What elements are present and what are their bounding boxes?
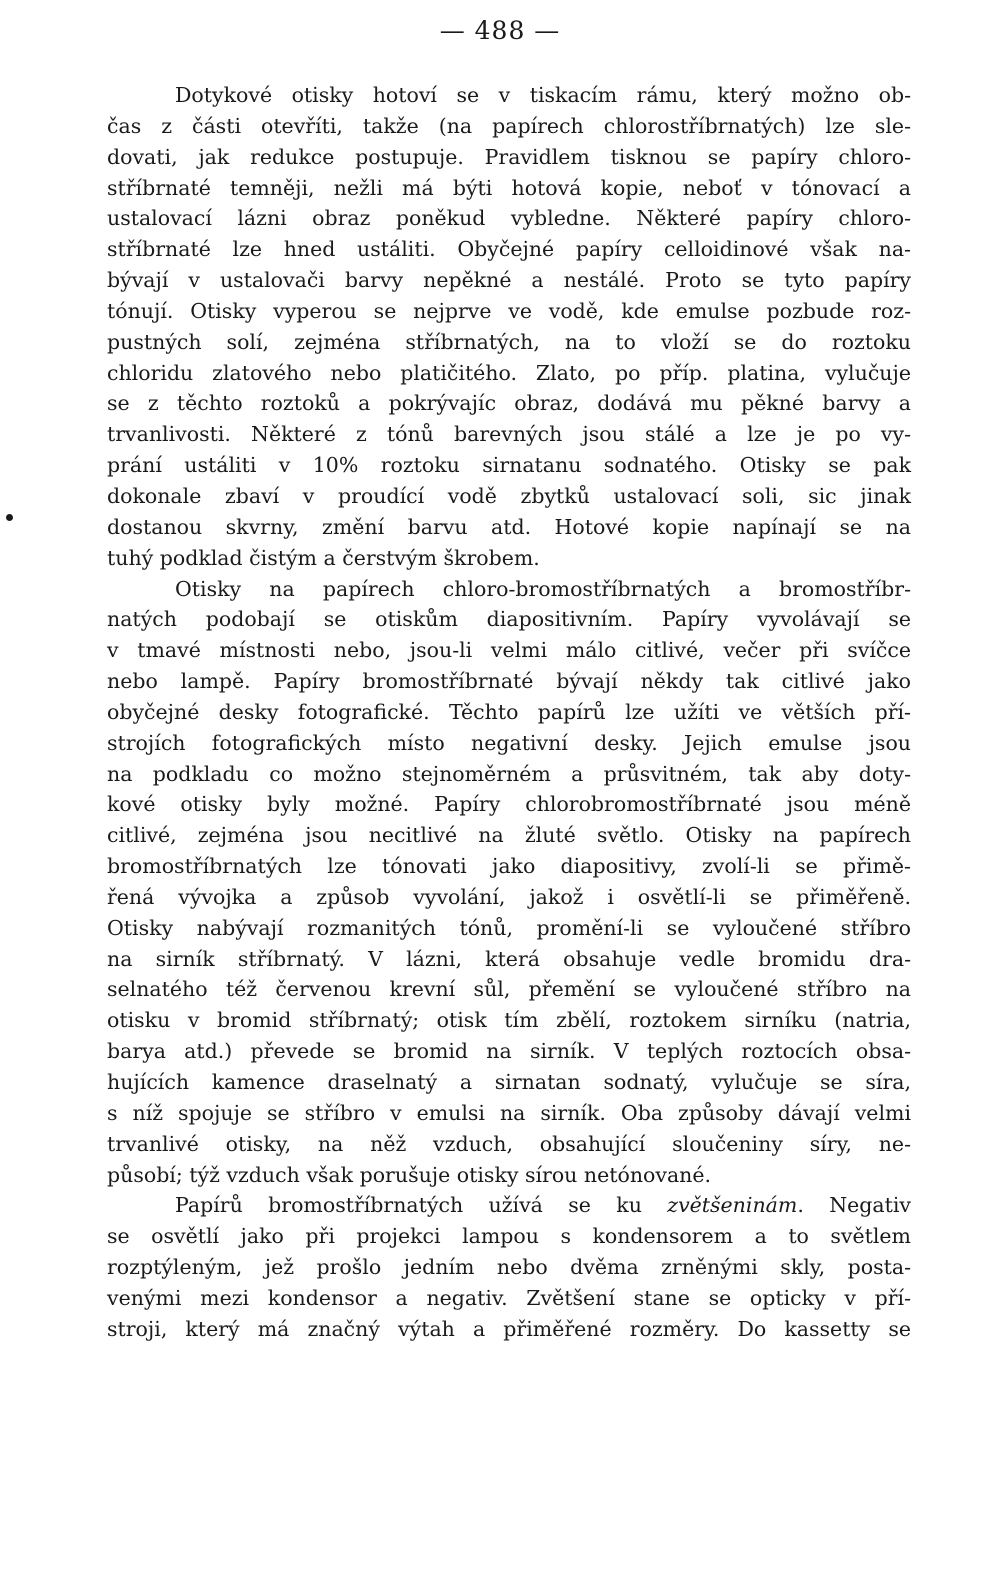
text-line: natých podobají se otiskům diapositivním. Papíry vyvolávají se <box>107 607 911 632</box>
text-line: ustalovací lázni obraz poněkud vybledne. Některé papíry chloro- <box>107 206 911 231</box>
text-line: Dotykové otisky hotoví se v tiskacím rámu, který možno ob- <box>175 83 911 107</box>
text-line: se z těchto roztoků a pokrývajíc obraz, dodává mu pěkné barvy a <box>107 391 911 416</box>
text-run: Papírů bromostříbrnatých užívá se ku <box>175 1193 668 1218</box>
text-line: bývají v ustalovači barvy nepěkné a nestálé. Proto se tyto papíry <box>107 268 911 293</box>
text-run: . Negativ <box>797 1193 911 1218</box>
text-line: čas z části otevříti, takže (na papírech chlorostříbrnatých) lze sle- <box>107 113 911 138</box>
text-line: chloridu zlatového nebo platičitého. Zlato, po příp. platina, vylučuje <box>107 360 911 385</box>
text-line: dostanou skvrny, změní barvu atd. Hotové kopie napínají se na <box>107 514 911 539</box>
text-line: citlivé, zejména jsou necitlivé na žluté světlo. Otisky na papírech <box>107 823 911 848</box>
text-line: kové otisky byly možné. Papíry chlorobromostříbrnaté jsou méně <box>107 792 911 817</box>
paragraph-1 <box>107 80 911 574</box>
text-line: selnatého též červenou krevní sůl, přemění se vyloučené stříbro na <box>107 977 911 1002</box>
text-line: obyčejné desky fotografické. Těchto papírů lze užíti ve větších pří- <box>107 699 911 724</box>
paragraph-3 <box>107 1190 911 1344</box>
text-line: řená vývojka a způsob vyvolání, jakož i osvětlí-li se přiměřeně. <box>107 884 911 909</box>
text-line: dovati, jak redukce postupuje. Pravidlem tisknou se papíry chloro- <box>107 144 911 169</box>
text-line: stroji, který má značný výtah a přiměřené rozměry. Do kassetty se <box>107 1316 911 1341</box>
text-line: Otisky nabývají rozmanitých tónů, promění-li se vyloučené stříbro <box>107 915 911 940</box>
text-line: venými mezi kondensor a negativ. Zvětšení stane se opticky v pří- <box>107 1285 911 1310</box>
text-line <box>107 1190 911 1221</box>
page-number: — 488 — <box>439 16 561 45</box>
text-line: nebo lampě. Papíry bromostříbrnaté bývají někdy tak citlivé jako <box>107 669 911 694</box>
text-line: pustných solí, zejména stříbrnatých, na to vloží se do roztoku <box>107 329 911 354</box>
emphasized-term: zvětšeninám <box>667 1193 798 1218</box>
text-line: v tmavé místnosti nebo, jsou-li velmi málo citlivé, večer při svíčce <box>107 638 911 663</box>
text-line: dokonale zbaví v proudící vodě zbytků ustalovací soli, sic jinak <box>107 483 911 508</box>
text-line: trvanlivosti. Některé z tónů barevných jsou stálé a lze je po vy- <box>107 422 911 447</box>
text-line: strojích fotografických místo negativní desky. Jejich emulse jsou <box>107 730 911 755</box>
text-line: působí; týž vzduch však porušuje otisky sírou netónované. <box>107 1162 712 1187</box>
text-line: prání ustáliti v 10% roztoku sirnatanu sodnatého. Otisky se pak <box>107 453 911 478</box>
text-line: rozptýleným, jež prošlo jedním nebo dvěma zrněnými skly, posta- <box>107 1255 911 1280</box>
paragraph-2 <box>107 574 911 1191</box>
text-line: trvanlivé otisky, na něž vzduch, obsahující sloučeniny síry, ne- <box>107 1131 911 1156</box>
text-line: bromostříbrnatých lze tónovati jako diapositivy, zvolí-li se přimě- <box>107 854 911 879</box>
text-line: hujících kamence draselnatý a sirnatan sodnatý, vylučuje se síra, <box>107 1070 911 1094</box>
text-line: Otisky na papírech chloro-bromostříbrnatých a bromostříbr- <box>175 576 911 601</box>
text-line: barya atd.) převede se bromid na sirník. V teplých roztocích obsa- <box>107 1039 911 1064</box>
text-line: na sirník stříbrnatý. V lázni, která obsahuje vedle bromidu dra- <box>107 946 911 971</box>
page-body <box>107 80 911 1345</box>
text-line: tónují. Otisky vyperou se nejprve ve vodě, kde emulse pozbude roz- <box>107 298 911 323</box>
margin-mark <box>6 514 13 521</box>
text-line: otisku v bromid stříbrnatý; otisk tím zbělí, roztokem sirníku (natria, <box>107 1008 911 1033</box>
text-line: na podkladu co možno stejnoměrném a průsvitném, tak aby doty- <box>107 761 911 786</box>
text-line: se osvětlí jako při projekci lampou s kondensorem a to světlem <box>107 1224 911 1249</box>
text-line: stříbrnaté temněji, nežli má býti hotová kopie, neboť v tónovací a <box>107 175 911 200</box>
text-line: tuhý podklad čistým a čerstvým škrobem. <box>107 545 540 570</box>
text-line: stříbrnaté lze hned ustáliti. Obyčejné papíry celloidinové však na- <box>107 237 911 262</box>
text-line: s níž spojuje se stříbro v emulsi na sirník. Oba způsoby dávají velmi <box>107 1100 911 1125</box>
